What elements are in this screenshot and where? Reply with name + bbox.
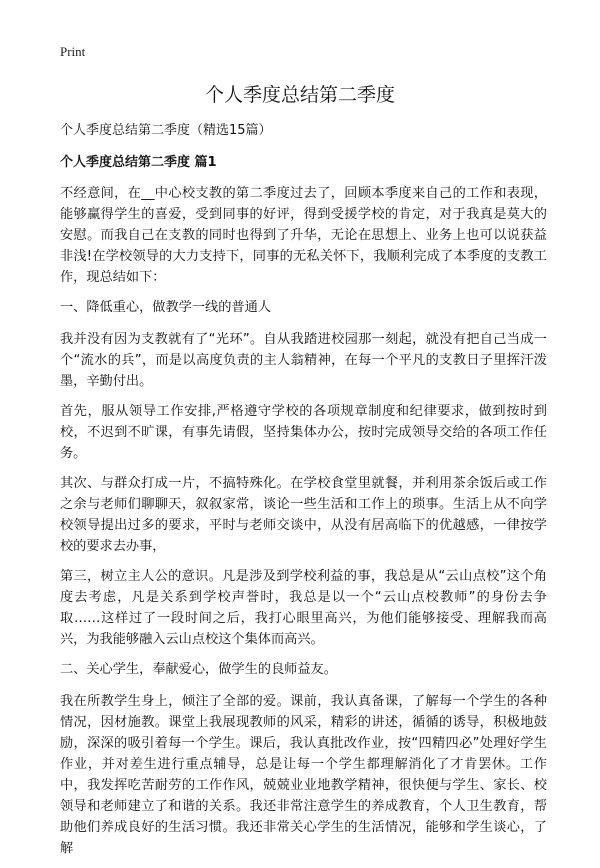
paragraph: 第三，树立主人公的意识。凡是涉及到学校利益的事，我总是从“云山点校”这个角度去考虑，凡是关系到学校声誉时，我总是以一个“云山点校教师”的身份去争取……这样过了一段时间之后，我打心眼里高兴，为他们能够接受、理解我而高兴，为我能够融入云山点校这个集体而高兴。 xyxy=(60,569,547,647)
section-heading: 个人季度总结第二季度 篇1 xyxy=(60,155,217,170)
section-title-2: 二、关心学生，奉献爱心，做学生的良师益友。 xyxy=(60,662,337,677)
paragraph: 首先，服从领导工作安排,严格遵守学校的各项规章制度和纪律要求，做到按时到校，不迟到不旷课，有事先请假，坚持集体办公，按时完成领导交给的各项工作任务。 xyxy=(60,404,547,461)
section-title-1: 一、降低重心，做教学一线的普通人 xyxy=(60,300,271,315)
document-body xyxy=(60,183,547,868)
paragraph: 我并没有因为支教就有了“光环”。自从我踏进校园那一刻起，就没有把自己当成一个“流水的兵”，而是以高度负责的主人翁精神，在每一个平凡的支教日子里挥汗泼墨，辛勤付出。 xyxy=(60,332,547,389)
paragraph: 其次、与群众打成一片，不搞特殊化。在学校食堂里就餐，并利用茶余饭后或工作之余与老师们聊聊天，叙叙家常，谈论一些生活和工作上的琐事。生活上从不向学校领导提出过多的要求，平时与老师交谈中，从没有居高临下的优越感，一律按学校的要求去办事， xyxy=(60,476,547,554)
paragraph: 我在所教学生身上，倾注了全部的爱。课前，我认真备课，了解每一个学生的各种情况，因材施教。课堂上我展现教师的风采，精彩的讲述，循循的诱导，积极地鼓励，深深的吸引着每一个学生。课后，我认真批改作业，按“四精四必”处理好学生作业，并对差生进行重点辅导，总是让每一个学生都理解消化了才肯罢休。工作中，我发挥吃苦耐劳的工作作风，兢兢业业地教学精神，很快便与学生、家长、校领导和老师建立了和谐的关系。我还非常注意学生的养成教育，个人卫生教育，帮助他们养成良好的生活习惯。我还非常关心学生的生活情况，能够和学生谈心，了解 xyxy=(60,694,547,856)
paragraph-intro: 不经意间，在__中心校支教的第二季度过去了，回顾本季度来自己的工作和表现，能够赢得学生的喜爱，受到同事的好评，得到受援学校的肯定，对于我真是莫大的安慰。而我自己在支教的同时也得到了升华，无论在思想上、业务上也可以说获益非浅!在学校领导的大力支持下，同事的无私关怀下，我顺利完成了本季度的支教工作，现总结如下： xyxy=(60,186,547,285)
document-subtitle: 个人季度总结第二季度（精选15篇） xyxy=(60,123,272,138)
document-title: 个人季度总结第二季度 xyxy=(204,84,395,106)
print-label[interactable]: Print xyxy=(60,44,86,59)
